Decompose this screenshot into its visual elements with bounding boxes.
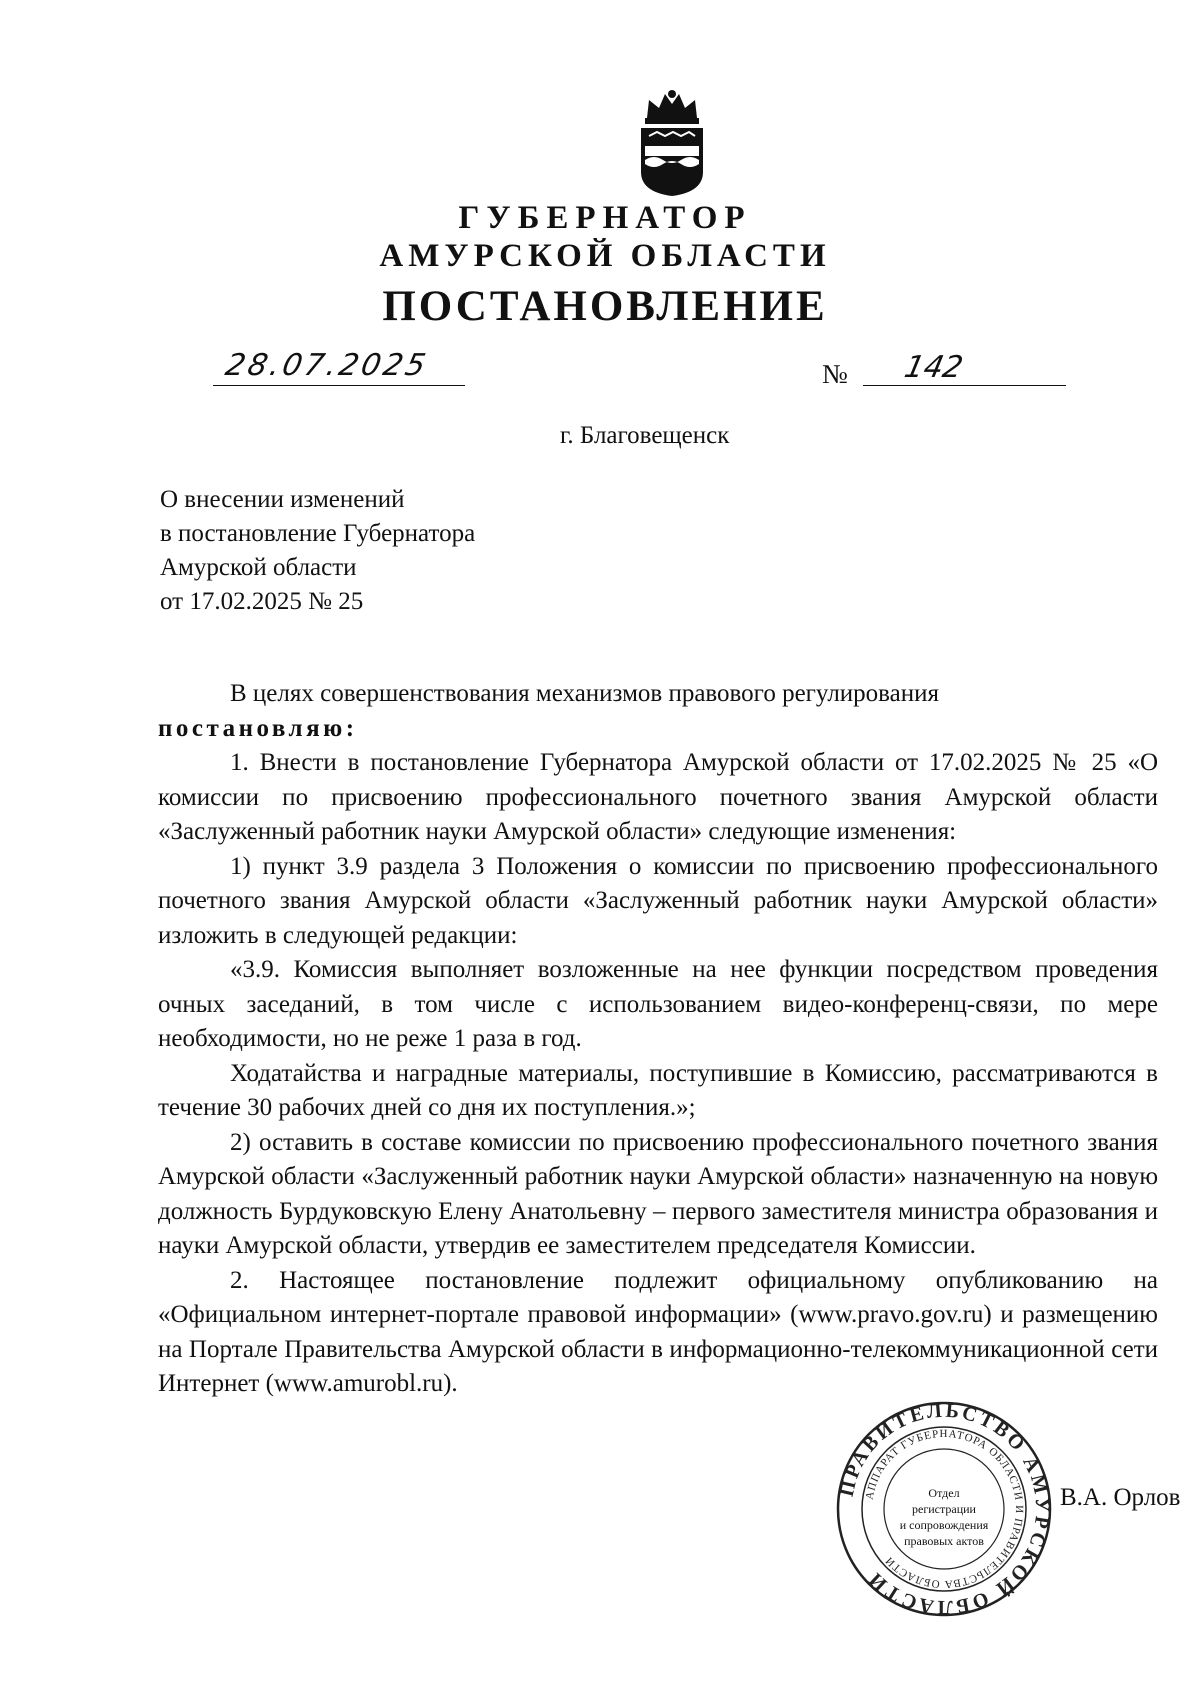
document-body: [158, 677, 1158, 1402]
document-subject: [160, 483, 475, 619]
quoted-clause-petitions: Ходатайства и наградные материалы, поступившие в Комиссию, рассматриваются в течение 30 рабочих дней со дня их поступления.»;: [158, 1059, 1158, 1121]
item-1-subitem-1: 1) пункт 3.9 раздела 3 Положения о комиссии по присвоению профессионального почетного звания Амурской области «Заслуженный работник науки Амурской области» изложить в следующей редакции:: [158, 852, 1158, 949]
item-1-subitem-2: 2) оставить в составе комиссии по присвоению профессионального почетного звания Амурской области «Заслуженный работник науки Амурской области» назначенную на новую должность Бурдуковскую Елену Анатольевну – первого заместителя министра образования и науки Амурской области, утвердив ее заместителем председателя Комиссии.: [158, 1128, 1158, 1259]
decree-word: постановляю:: [158, 714, 358, 742]
stamp-inner-line: регистрации: [912, 1502, 976, 1516]
stamp-inner-text: [888, 1485, 1000, 1549]
stamp-inner-line: и сопровождения: [899, 1518, 989, 1532]
city: г. Благовещенск: [560, 422, 730, 449]
item-1: 1. Внести в постановление Губернатора Амурской области от 17.02.2025 № 25 «О комиссии по присвоению профессионального почетного звания Амурской области «Заслуженный работник науки Амурской области» следующие изменения:: [158, 749, 1158, 845]
stamp-middle-text: АППАРАТ ГУБЕРНАТОРА ОБЛАСТИ И ПРАВИТЕЛЬСТВА ОБЛАСТИ: [863, 1427, 1026, 1591]
date-underline: [213, 385, 465, 386]
quoted-clause-3-9: «3.9. Комиссия выполняет возложенные на нее функции посредством проведения очных заседаний, в том числе с использованием видео-конференц-связи, по мере необходимости, но не реже 1 раза в год.: [158, 956, 1158, 1052]
stamp-inner-line: правовых актов: [904, 1534, 984, 1548]
signatory-name: В.А. Орлов: [1060, 1484, 1181, 1511]
number-label: №: [822, 359, 848, 389]
item-2: 2. Настоящее постановление подлежит официальному опубликованию на «Официальном интернет-портале правовой информации» (www.pravo.gov.ru) и размещению на Портале Правительства Амурской области в информационно-телекоммуникационной сети Интернет (www.amurobl.ru).: [158, 1266, 1158, 1397]
subject-line: от 17.02.2025 № 25: [160, 588, 364, 615]
issuer-title: ГУБЕРНАТОР: [458, 200, 752, 236]
subject-line: Амурской области: [160, 554, 357, 581]
document-date: 28.07.2025: [222, 348, 432, 383]
number-underline: [863, 385, 1066, 386]
document-number: 142: [901, 350, 966, 385]
intro-paragraph: В целях совершенствования механизмов правового регулирования: [230, 680, 939, 707]
subject-line: О внесении изменений: [160, 486, 405, 513]
subject-line: в постановление Губернатора: [160, 520, 476, 547]
stamp-outer-text: ПРАВИТЕЛЬСТВО АМУРСКОЙ ОБЛАСТИ: [835, 1400, 1053, 1618]
issuer-region: АМУРСКОЙ ОБЛАСТИ: [379, 238, 831, 274]
stamp-inner-line: Отдел: [928, 1486, 960, 1500]
document-type: ПОСТАНОВЛЕНИЕ: [382, 283, 828, 330]
coat-of-arms-icon: [627, 88, 717, 198]
